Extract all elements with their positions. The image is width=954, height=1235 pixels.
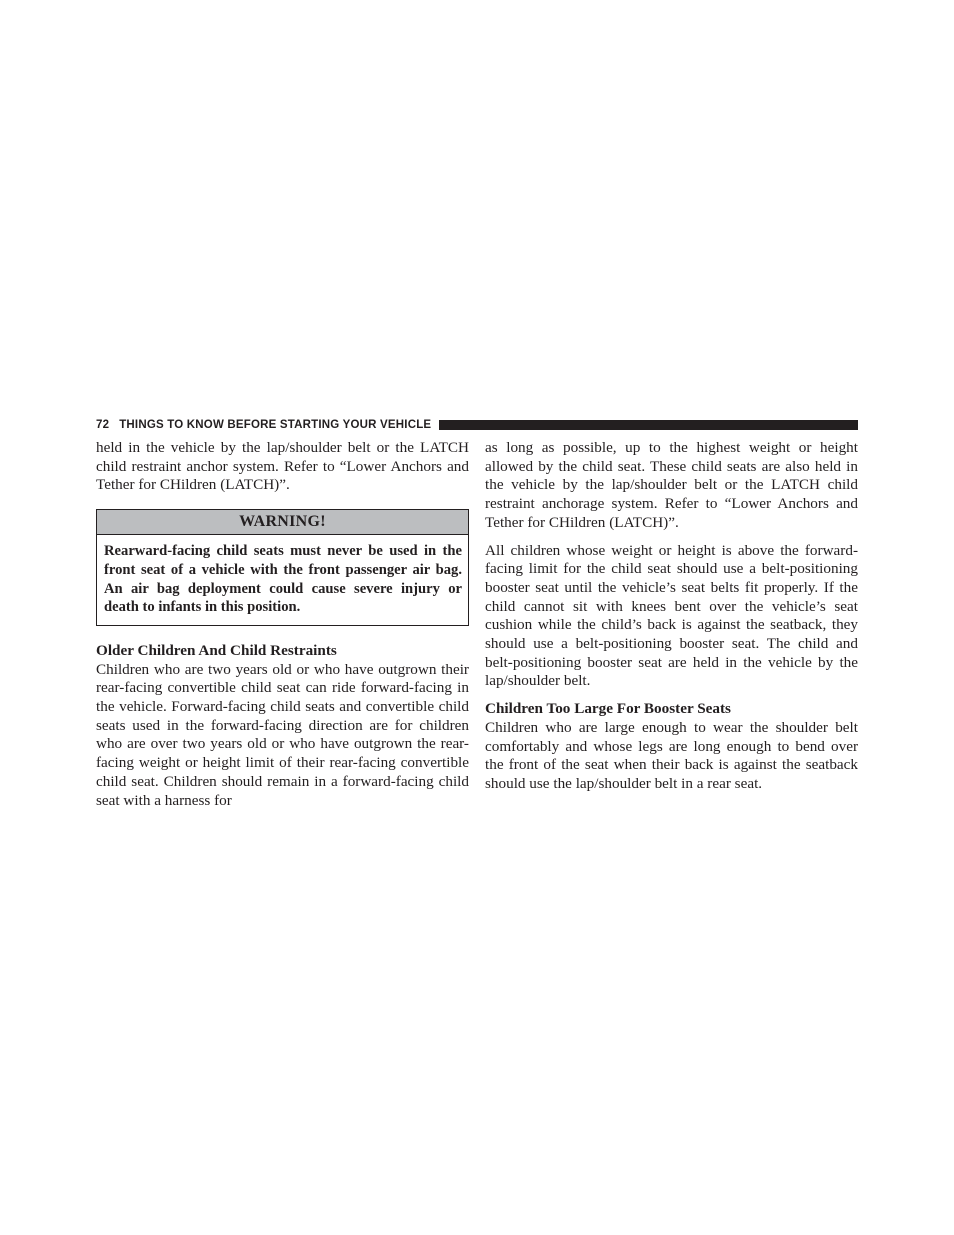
too-large-heading: Children Too Large For Booster Seats [485,700,731,718]
too-large-paragraph: Children who are large enough to wear the shoulder belt comfortably and whose legs are long enough to bend over the front of the seat when their back is against the seatback should use the lap/shoulder belt in a rear seat. [485,718,858,792]
section-title: THINGS TO KNOW BEFORE STARTING YOUR VEHICLE [119,419,432,431]
left-column [96,439,469,810]
warning-title: WARNING! [97,510,468,535]
older-children-heading: Older Children And Child Restraints [96,641,337,659]
page-header [96,417,858,433]
page-number: 72 [96,419,110,431]
warning-body: Rearward-facing child seats must never be used in the front seat of a vehicle with the front passenger air bag. An air bag deployment could cause severe injury or death to infants in this position. [104,543,462,616]
older-children-paragraph: Children who are two years old or who have outgrown their rear-facing convertible child seat can ride forward-facing in the vehicle. Forward-facing child seats and convertible child seats used in the forward-facing direction are for children who are over two years old or who have outgrown the rear-facing weight or height limit of their rear-facing convertible child seat. Children should remain in a forward-facing child seat with a harness for [96,660,469,809]
warning-box [96,509,469,626]
header-rule-bar [439,420,858,430]
booster-seat-paragraph: All children whose weight or height is above the forward-facing limit for the child seat should use a belt-positioning booster seat until the vehicle’s seat belts fit properly. If the child cannot sit with knees bent over the vehicle’s seat cushion while the child’s back is against the seatback, they should use a belt-positioning booster seat. The child and belt-positioning booster seat are held in the vehicle by the lap/shoulder belt. [485,541,858,690]
continuation-paragraph: as long as possible, up to the highest weight or height allowed by the child seat. These child seats are also held in the vehicle by the lap/shoulder belt or the LATCH child restraint anchorage system. Refer to “Lower Anchors and Tether for CHildren (LATCH)”. [485,439,858,531]
intro-paragraph: held in the vehicle by the lap/shoulder belt or the LATCH child restraint anchor system. Refer to “Lower Anchors and Tether for CHildren (LATCH)”. [96,439,469,494]
right-column [485,439,858,794]
